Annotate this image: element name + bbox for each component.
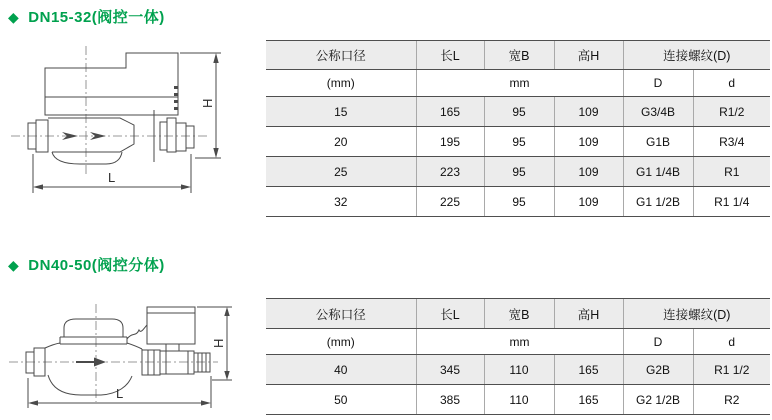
cell-length: 345 bbox=[416, 355, 484, 385]
subheader-lbh-unit: mm bbox=[416, 70, 623, 97]
control-box bbox=[45, 53, 178, 115]
subheader-thread-outer: D bbox=[623, 329, 693, 355]
table-row bbox=[266, 385, 770, 415]
header-width: 宽B bbox=[484, 41, 554, 70]
header-length: 长L bbox=[416, 299, 484, 329]
cell-length: 223 bbox=[416, 157, 484, 187]
diamond-bullet-icon: ◆ bbox=[8, 256, 20, 273]
cell-width: 95 bbox=[484, 97, 554, 127]
spec-table-dn40-50 bbox=[266, 298, 770, 415]
cell-length: 385 bbox=[416, 385, 484, 415]
table-header-row bbox=[266, 41, 770, 70]
valve-actuator bbox=[127, 307, 210, 375]
cell-thread-r: R1 bbox=[693, 157, 770, 187]
subheader-thread-inner: d bbox=[693, 329, 770, 355]
dimension-l bbox=[33, 154, 191, 193]
header-diameter: 公称口径 bbox=[266, 299, 416, 329]
dimension-h-label: H bbox=[200, 98, 215, 108]
table-row bbox=[266, 355, 770, 385]
section-title: DN15-32(阀控一体) bbox=[28, 9, 165, 26]
cell-dn: 15 bbox=[266, 97, 416, 127]
table-row bbox=[266, 187, 770, 217]
table-header-row bbox=[266, 299, 770, 329]
cell-thread-r: R2 bbox=[693, 385, 770, 415]
cell-thread-d: G1 1/4B bbox=[623, 157, 693, 187]
cell-height: 109 bbox=[554, 187, 623, 217]
cell-dn: 25 bbox=[266, 157, 416, 187]
cell-thread-r: R3/4 bbox=[693, 127, 770, 157]
cell-dn: 40 bbox=[266, 355, 416, 385]
dimension-l bbox=[28, 376, 211, 408]
flow-arrow-icon bbox=[76, 358, 106, 367]
header-width: 宽B bbox=[484, 299, 554, 329]
cell-width: 110 bbox=[484, 385, 554, 415]
diagram-meter-valve-integrated bbox=[8, 40, 233, 208]
cell-thread-d: G1 1/2B bbox=[623, 187, 693, 217]
table-subheader-row bbox=[266, 70, 770, 97]
header-length: 长L bbox=[416, 41, 484, 70]
diagram-meter-valve-separate bbox=[6, 290, 238, 420]
diamond-bullet-icon: ◆ bbox=[8, 8, 20, 25]
header-thread: 连接螺纹(D) bbox=[623, 299, 770, 329]
cell-thread-d: G2 1/2B bbox=[623, 385, 693, 415]
cell-height: 109 bbox=[554, 157, 623, 187]
cell-length: 165 bbox=[416, 97, 484, 127]
meter-body bbox=[26, 319, 142, 395]
subheader-lbh-unit: mm bbox=[416, 329, 623, 355]
subheader-thread-outer: D bbox=[623, 70, 693, 97]
dimension-l-label: L bbox=[116, 386, 124, 401]
cell-width: 95 bbox=[484, 127, 554, 157]
table-row bbox=[266, 157, 770, 187]
cell-width: 110 bbox=[484, 355, 554, 385]
subheader-diameter-unit: (mm) bbox=[266, 70, 416, 97]
cell-thread-r: R1 1/2 bbox=[693, 355, 770, 385]
cell-thread-r: R1 1/4 bbox=[693, 187, 770, 217]
cell-dn: 32 bbox=[266, 187, 416, 217]
subheader-diameter-unit: (mm) bbox=[266, 329, 416, 355]
cell-length: 225 bbox=[416, 187, 484, 217]
cell-thread-d: G2B bbox=[623, 355, 693, 385]
cell-width: 95 bbox=[484, 187, 554, 217]
section-title: DN40-50(阀控分体) bbox=[28, 257, 165, 274]
cell-width: 95 bbox=[484, 157, 554, 187]
header-height: 高H bbox=[554, 41, 623, 70]
cell-height: 109 bbox=[554, 127, 623, 157]
dimension-h-label: H bbox=[211, 338, 226, 348]
header-thread: 连接螺纹(D) bbox=[623, 41, 770, 70]
table-row bbox=[266, 97, 770, 127]
meter-body bbox=[28, 110, 194, 164]
table-subheader-row bbox=[266, 329, 770, 355]
cell-thread-r: R1/2 bbox=[693, 97, 770, 127]
subheader-thread-inner: d bbox=[693, 70, 770, 97]
cell-dn: 20 bbox=[266, 127, 416, 157]
cell-thread-d: G1B bbox=[623, 127, 693, 157]
cell-height: 165 bbox=[554, 355, 623, 385]
cell-height: 165 bbox=[554, 385, 623, 415]
cell-length: 195 bbox=[416, 127, 484, 157]
header-height: 高H bbox=[554, 299, 623, 329]
header-diameter: 公称口径 bbox=[266, 41, 416, 70]
table-row bbox=[266, 127, 770, 157]
section-heading-dn15-32 bbox=[8, 6, 165, 27]
cell-height: 109 bbox=[554, 97, 623, 127]
dimension-l-label: L bbox=[108, 170, 116, 185]
cell-thread-d: G3/4B bbox=[623, 97, 693, 127]
cell-dn: 50 bbox=[266, 385, 416, 415]
section-heading-dn40-50 bbox=[8, 254, 165, 275]
spec-table-dn15-32 bbox=[266, 40, 770, 217]
